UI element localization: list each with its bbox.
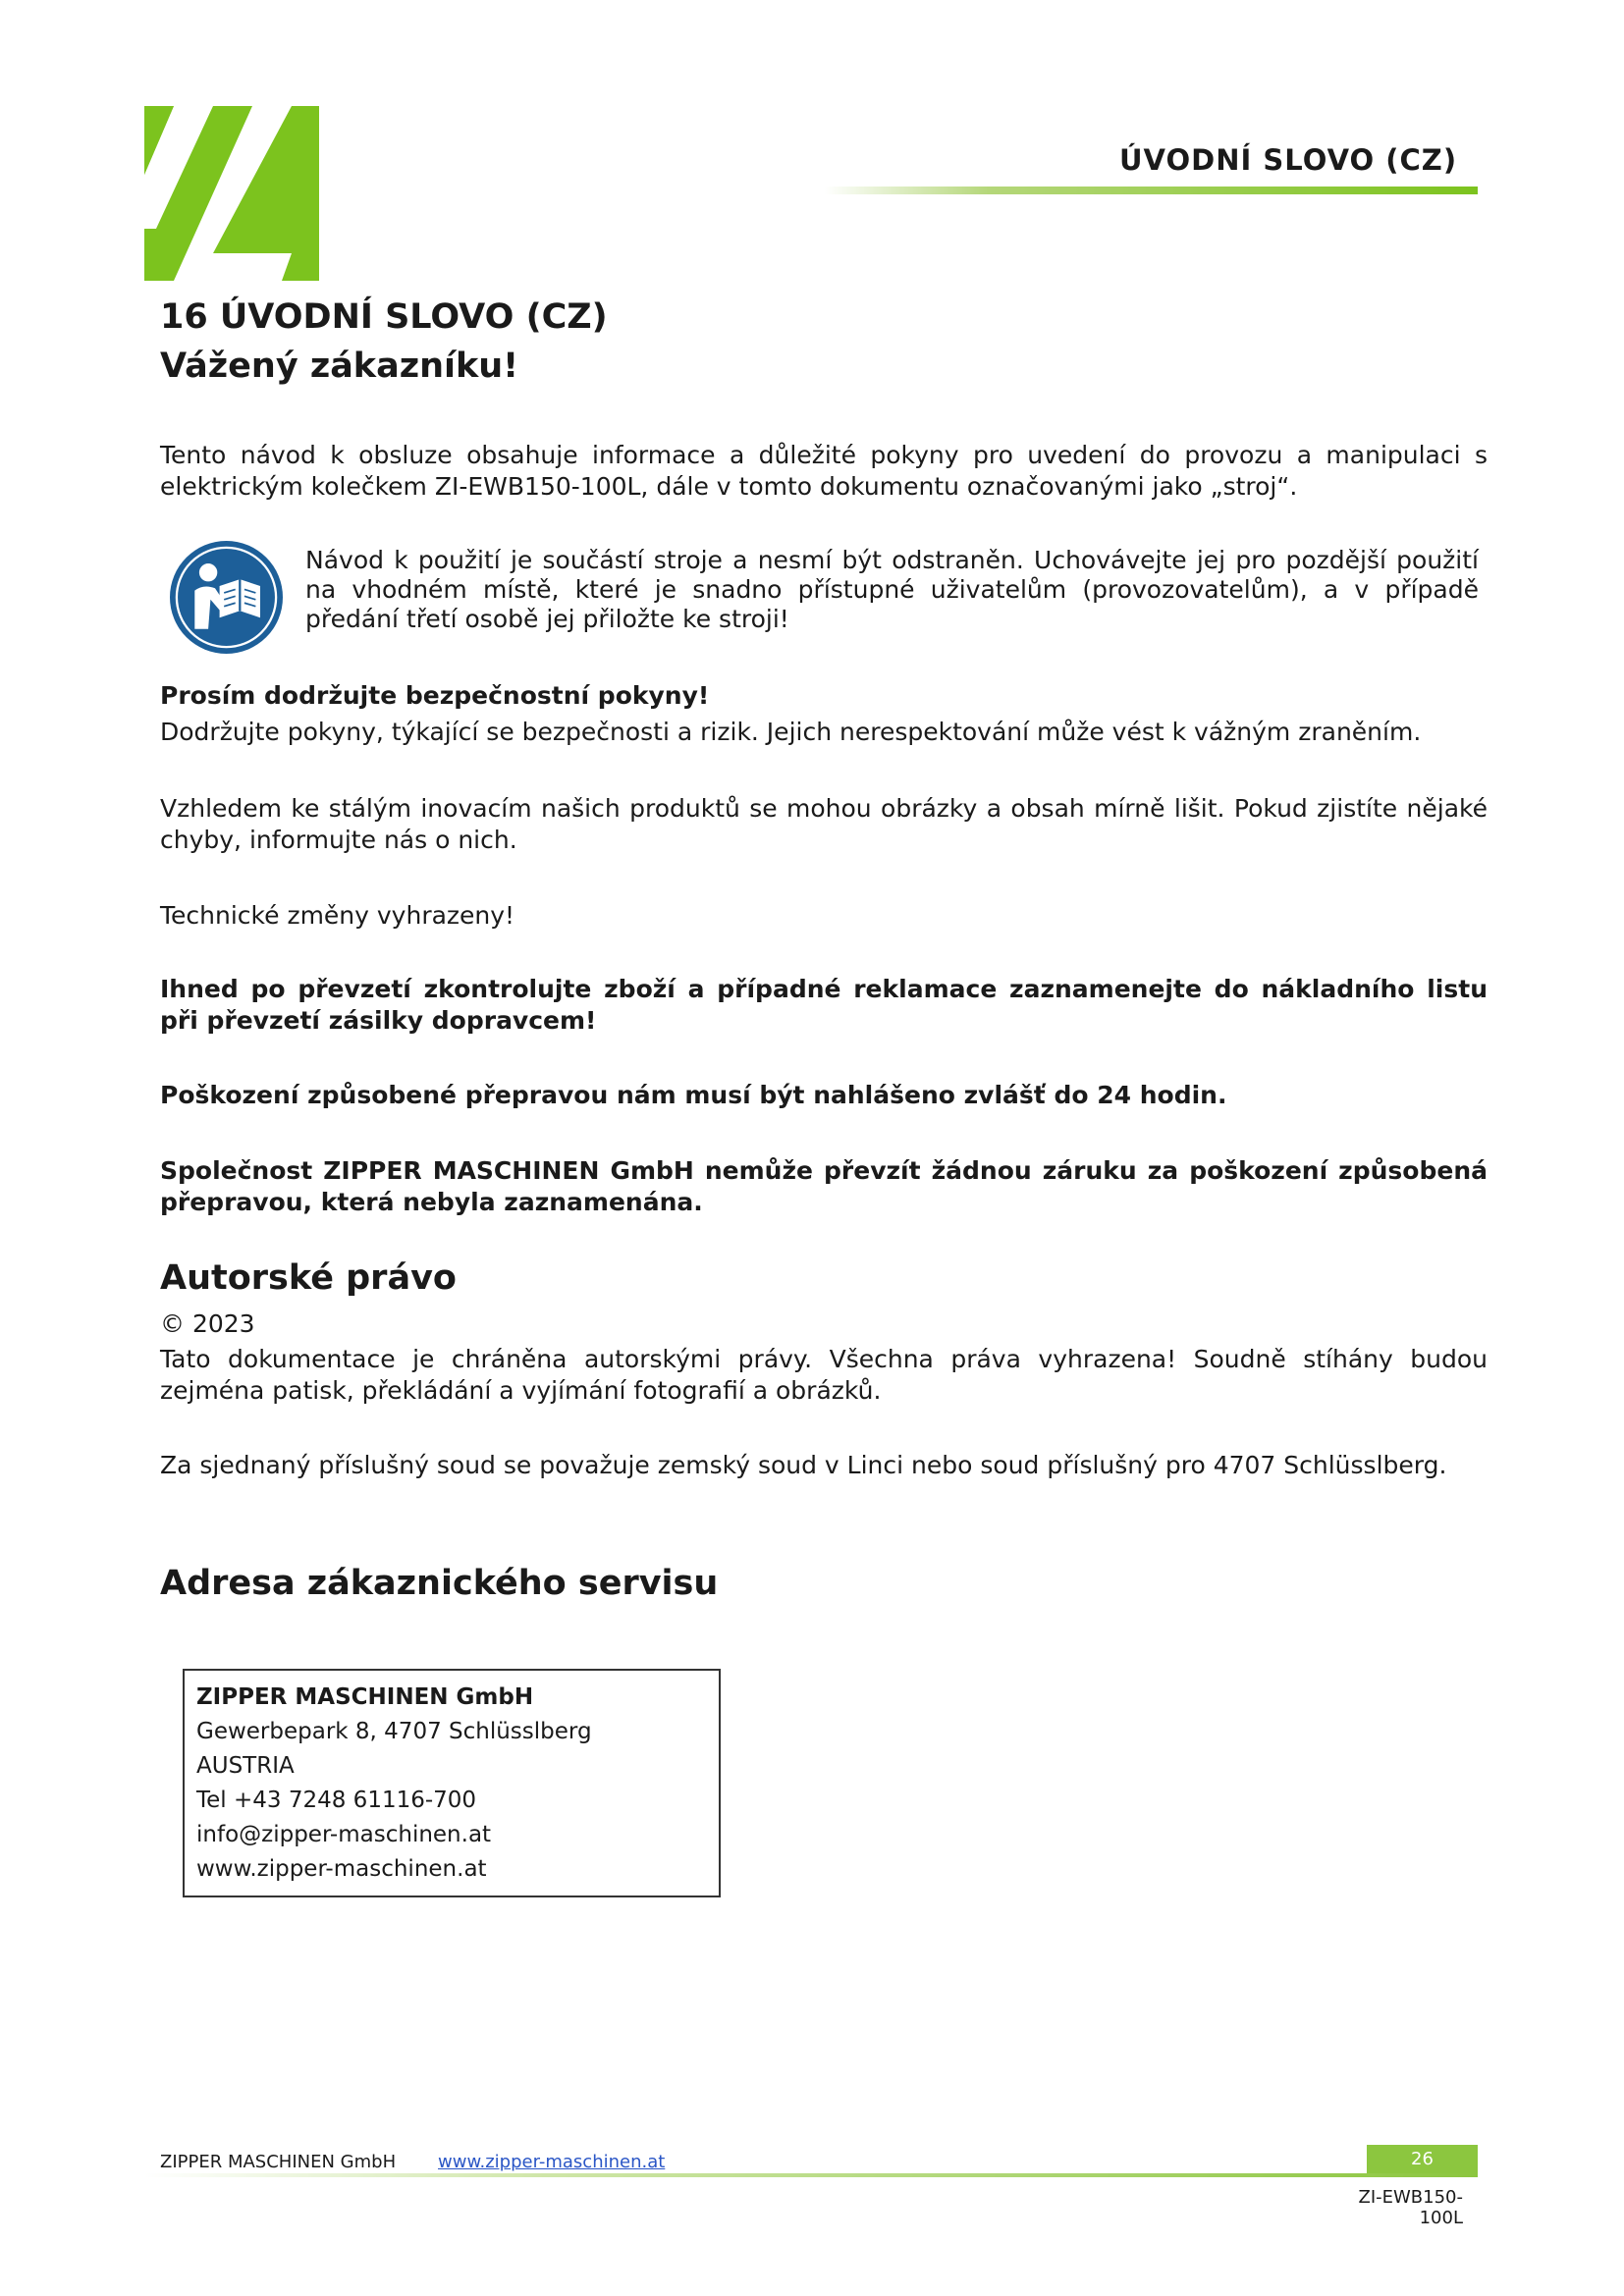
technical-changes: Technické změny vyhrazeny! <box>160 901 515 930</box>
copyright-heading: Autorské právo <box>160 1258 457 1298</box>
service-email[interactable]: info@zipper-maschinen.at <box>196 1822 492 1847</box>
innovation-paragraph: Vzhledem ke stálým inovacím našich produktů se mohou obrázky a obsah mírně lišit. Pokud zjistíte nějaké chyby, informujte nás o nich. <box>160 794 1488 854</box>
greeting-heading: Vážený zákazníku! <box>160 347 519 386</box>
service-heading: Adresa zákaznického servisu <box>160 1564 719 1603</box>
section-title: 16 ÚVODNÍ SLOVO (CZ) <box>160 297 608 337</box>
service-company: ZIPPER MASCHINEN GmbH <box>196 1684 534 1710</box>
jurisdiction-text: Za sjednaný příslušný soud se považuje zemský soud v Linci nebo soud příslušný pro 4707 Schlüsslberg. <box>160 1451 1447 1479</box>
page-number: 26 <box>1367 2145 1478 2173</box>
service-country: AUSTRIA <box>196 1753 295 1779</box>
footer-url-link[interactable]: www.zipper-maschinen.at <box>438 2152 666 2172</box>
service-web[interactable]: www.zipper-maschinen.at <box>196 1856 487 1882</box>
service-street: Gewerbepark 8, 4707 Schlüsslberg <box>196 1719 592 1744</box>
read-manual-icon <box>170 541 283 654</box>
inspection-notice: Ihned po převzetí zkontrolujte zboží a případné reklamace zaznamenejte do nákladního listu při převzetí zásilky dopravcem! <box>160 975 1488 1035</box>
intro-paragraph: Tento návod k obsluze obsahuje informace a důležité pokyny pro uvedení do provozu a manipulaci s elektrickým kolečkem ZI-EWB150-100L, dále v tomto dokumentu označovanými jako „stroj“. <box>160 441 1488 501</box>
safety-text: Dodržujte pokyny, týkající se bezpečnosti a rizik. Jejich nerespektování může vést k vážným zraněním. <box>160 718 1422 746</box>
zipper-logo-icon <box>144 106 319 281</box>
footer-divider <box>144 2173 1478 2177</box>
safety-heading: Prosím dodržujte bezpečnostní pokyny! <box>160 681 710 710</box>
liability-notice: Společnost ZIPPER MASCHINEN GmbH nemůže převzít žádnou záruku za poškození způsobená přepravou, která nebyla zaznamenána. <box>160 1156 1488 1216</box>
header-title: ÚVODNÍ SLOVO (CZ) <box>1119 143 1458 177</box>
copyright-text: Tato dokumentace je chráněna autorskými právy. Všechna práva vyhrazena! Soudně stíhány budou zejména patisk, překládání a vyjímání fotografií a obrázků. <box>160 1345 1488 1405</box>
header-divider <box>825 187 1478 194</box>
manual-notice-text: Návod k použití je součástí stroje a nesmí být odstraněn. Uchovávejte jej pro pozdější použití na vhodném místě, které je snadno přístupné uživatelům (provozovatelům), a v případě předání třetí osobě jej přiložte ke stroji! <box>305 546 1479 633</box>
copyright-year: © 2023 <box>160 1309 255 1338</box>
damage-report-notice: Poškození způsobené přepravou nám musí být nahlášeno zvlášť do 24 hodin. <box>160 1081 1227 1109</box>
service-phone: Tel +43 7248 61116-700 <box>196 1788 477 1813</box>
service-address-box <box>183 1669 721 1897</box>
footer-company: ZIPPER MASCHINEN GmbH <box>160 2152 397 2172</box>
footer-model: ZI-EWB150-100L <box>1358 2187 1463 2228</box>
